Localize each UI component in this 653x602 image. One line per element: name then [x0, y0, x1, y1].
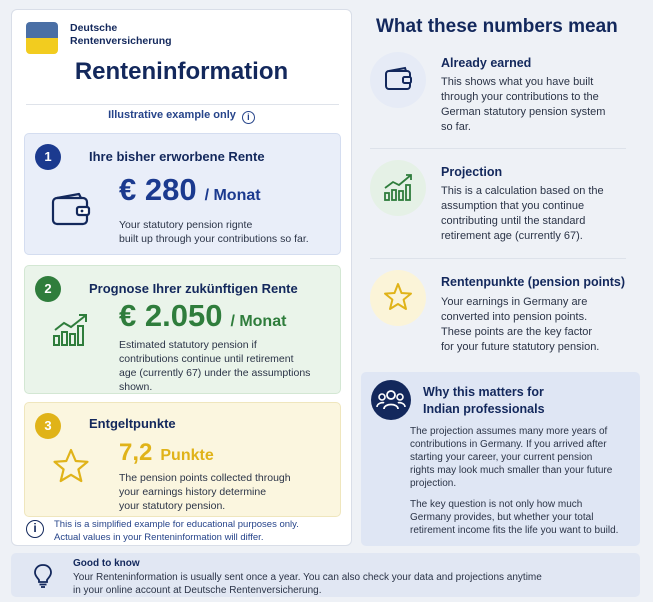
why-paragraph-2 [410, 498, 632, 537]
desc-line: The pension points collected through [119, 472, 291, 484]
pension-points-amount [119, 439, 214, 467]
disclaimer-text [54, 518, 346, 544]
illustrative-label [12, 109, 351, 124]
desc-line: shown. [119, 381, 153, 393]
desc-line: contributions continue until retirement [119, 353, 294, 365]
section-description [119, 338, 310, 394]
step-badge-3: 3 [35, 413, 61, 439]
text-line: This shows what you have built [441, 76, 594, 88]
wallet-icon [51, 192, 91, 233]
text-line: assumption that you continue [441, 200, 585, 212]
good-to-know-text [73, 571, 573, 597]
desc-line: age (currently 67) under the assumptions [119, 367, 311, 379]
text-line: through your contributions to the [441, 91, 599, 103]
good-to-know-box [11, 553, 640, 597]
text-line: German statutory pension system [441, 106, 606, 118]
lightbulb-icon [33, 563, 53, 594]
drv-logo-mark [26, 22, 58, 54]
wallet-icon [370, 52, 426, 108]
divider [370, 258, 626, 259]
desc-line: your statutory pension. [119, 500, 226, 512]
section-pension-points [24, 402, 341, 517]
heading-line: Indian professionals [423, 402, 545, 416]
drv-logo-text [70, 22, 172, 48]
section-description [119, 218, 309, 246]
people-group-icon [371, 380, 411, 420]
desc-line: Estimated statutory pension if [119, 339, 257, 351]
note-line: This is a simplified example for educational purposes only. [54, 519, 299, 530]
desc-line: Your statutory pension rignte [119, 219, 253, 231]
explainer-heading: Already earned [441, 56, 532, 70]
text-line: starting your career, your current pension [410, 452, 593, 463]
growth-chart-icon [51, 312, 91, 353]
amount-value: € 280 [119, 172, 197, 207]
amount-unit: / Monat [204, 187, 261, 204]
text-line: rights may look much smaller than your future [410, 465, 613, 476]
page-title: Renteninformation [74, 58, 289, 85]
star-icon [51, 447, 91, 490]
why-heading [423, 384, 545, 418]
amount-value: 7,2 [119, 439, 153, 466]
brand-line-2: Rentenversicherung [70, 35, 172, 47]
text-line: Your Renteninformation is usually sent once a year. You can also check your data and projections anytime [73, 572, 542, 583]
text-line: for your future statutory pension. [441, 341, 600, 353]
note-line: Actual values in your Renteninformation will differ. [54, 532, 264, 543]
amount-unit: Punkte [160, 447, 214, 464]
section-heading: Prognose Ihrer zukünftigen Rente [89, 281, 298, 296]
explainer-text [441, 295, 641, 355]
explainer-heading: Projection [441, 165, 503, 179]
text-line: The key question is not only how much [410, 499, 583, 510]
divider [370, 148, 626, 149]
heading-line: Why this matters for [423, 385, 544, 399]
section-heading: Entgeltpunkte [89, 416, 176, 431]
section-heading: Ihre bisher erworbene Rente [89, 149, 265, 164]
why-this-matters-box [361, 372, 640, 546]
brand-line-1: Deutsche [70, 22, 118, 34]
why-paragraph-1 [410, 425, 632, 490]
text-line: contributions in Germany. If you arrived after [410, 439, 607, 450]
text-line: so far. [441, 121, 471, 133]
good-to-know-heading: Good to know [73, 558, 140, 569]
renteninformation-card [11, 9, 352, 546]
explainer-title: What these numbers mean [376, 16, 618, 37]
star-icon [370, 270, 426, 326]
projected-pension-amount [119, 298, 286, 334]
section-earned-pension [24, 133, 341, 255]
step-badge-2: 2 [35, 276, 61, 302]
amount-value: € 2.050 [119, 298, 223, 333]
text-line: Germany provides, but whether your total [410, 512, 594, 523]
drv-logo [26, 22, 172, 54]
text-line: in your online account at Deutsche Rentenversicherung. [73, 585, 322, 596]
text-line: Your earnings in Germany are [441, 296, 588, 308]
text-line: retirement age (currently 67). [441, 230, 583, 242]
desc-line: built up through your contributions so far. [119, 233, 309, 245]
explainer-text [441, 75, 641, 135]
text-line: converted into pension points. [441, 311, 588, 323]
info-icon: i [26, 520, 44, 538]
info-icon[interactable]: i [242, 111, 255, 124]
desc-line: your earnings history determine [119, 486, 267, 498]
text-line: retirement income fits the life you want to build. [410, 525, 619, 536]
text-line: These points are the key factor [441, 326, 593, 338]
section-description [119, 471, 291, 513]
earned-pension-amount [119, 172, 261, 208]
step-badge-1: 1 [35, 144, 61, 170]
explainer-heading: Rentenpunkte (pension points) [441, 275, 626, 289]
text-line: projection. [410, 478, 457, 489]
growth-chart-icon [370, 160, 426, 216]
amount-unit: / Monat [230, 313, 287, 330]
text-line: The projection assumes many more years of [410, 426, 608, 437]
illustrative-text: Illustrative example only [108, 109, 236, 121]
text-line: contributing until the standard [441, 215, 586, 227]
text-line: This is a calculation based on the [441, 185, 604, 197]
section-projected-pension [24, 265, 341, 394]
divider [26, 104, 339, 105]
explainer-text [441, 184, 641, 244]
